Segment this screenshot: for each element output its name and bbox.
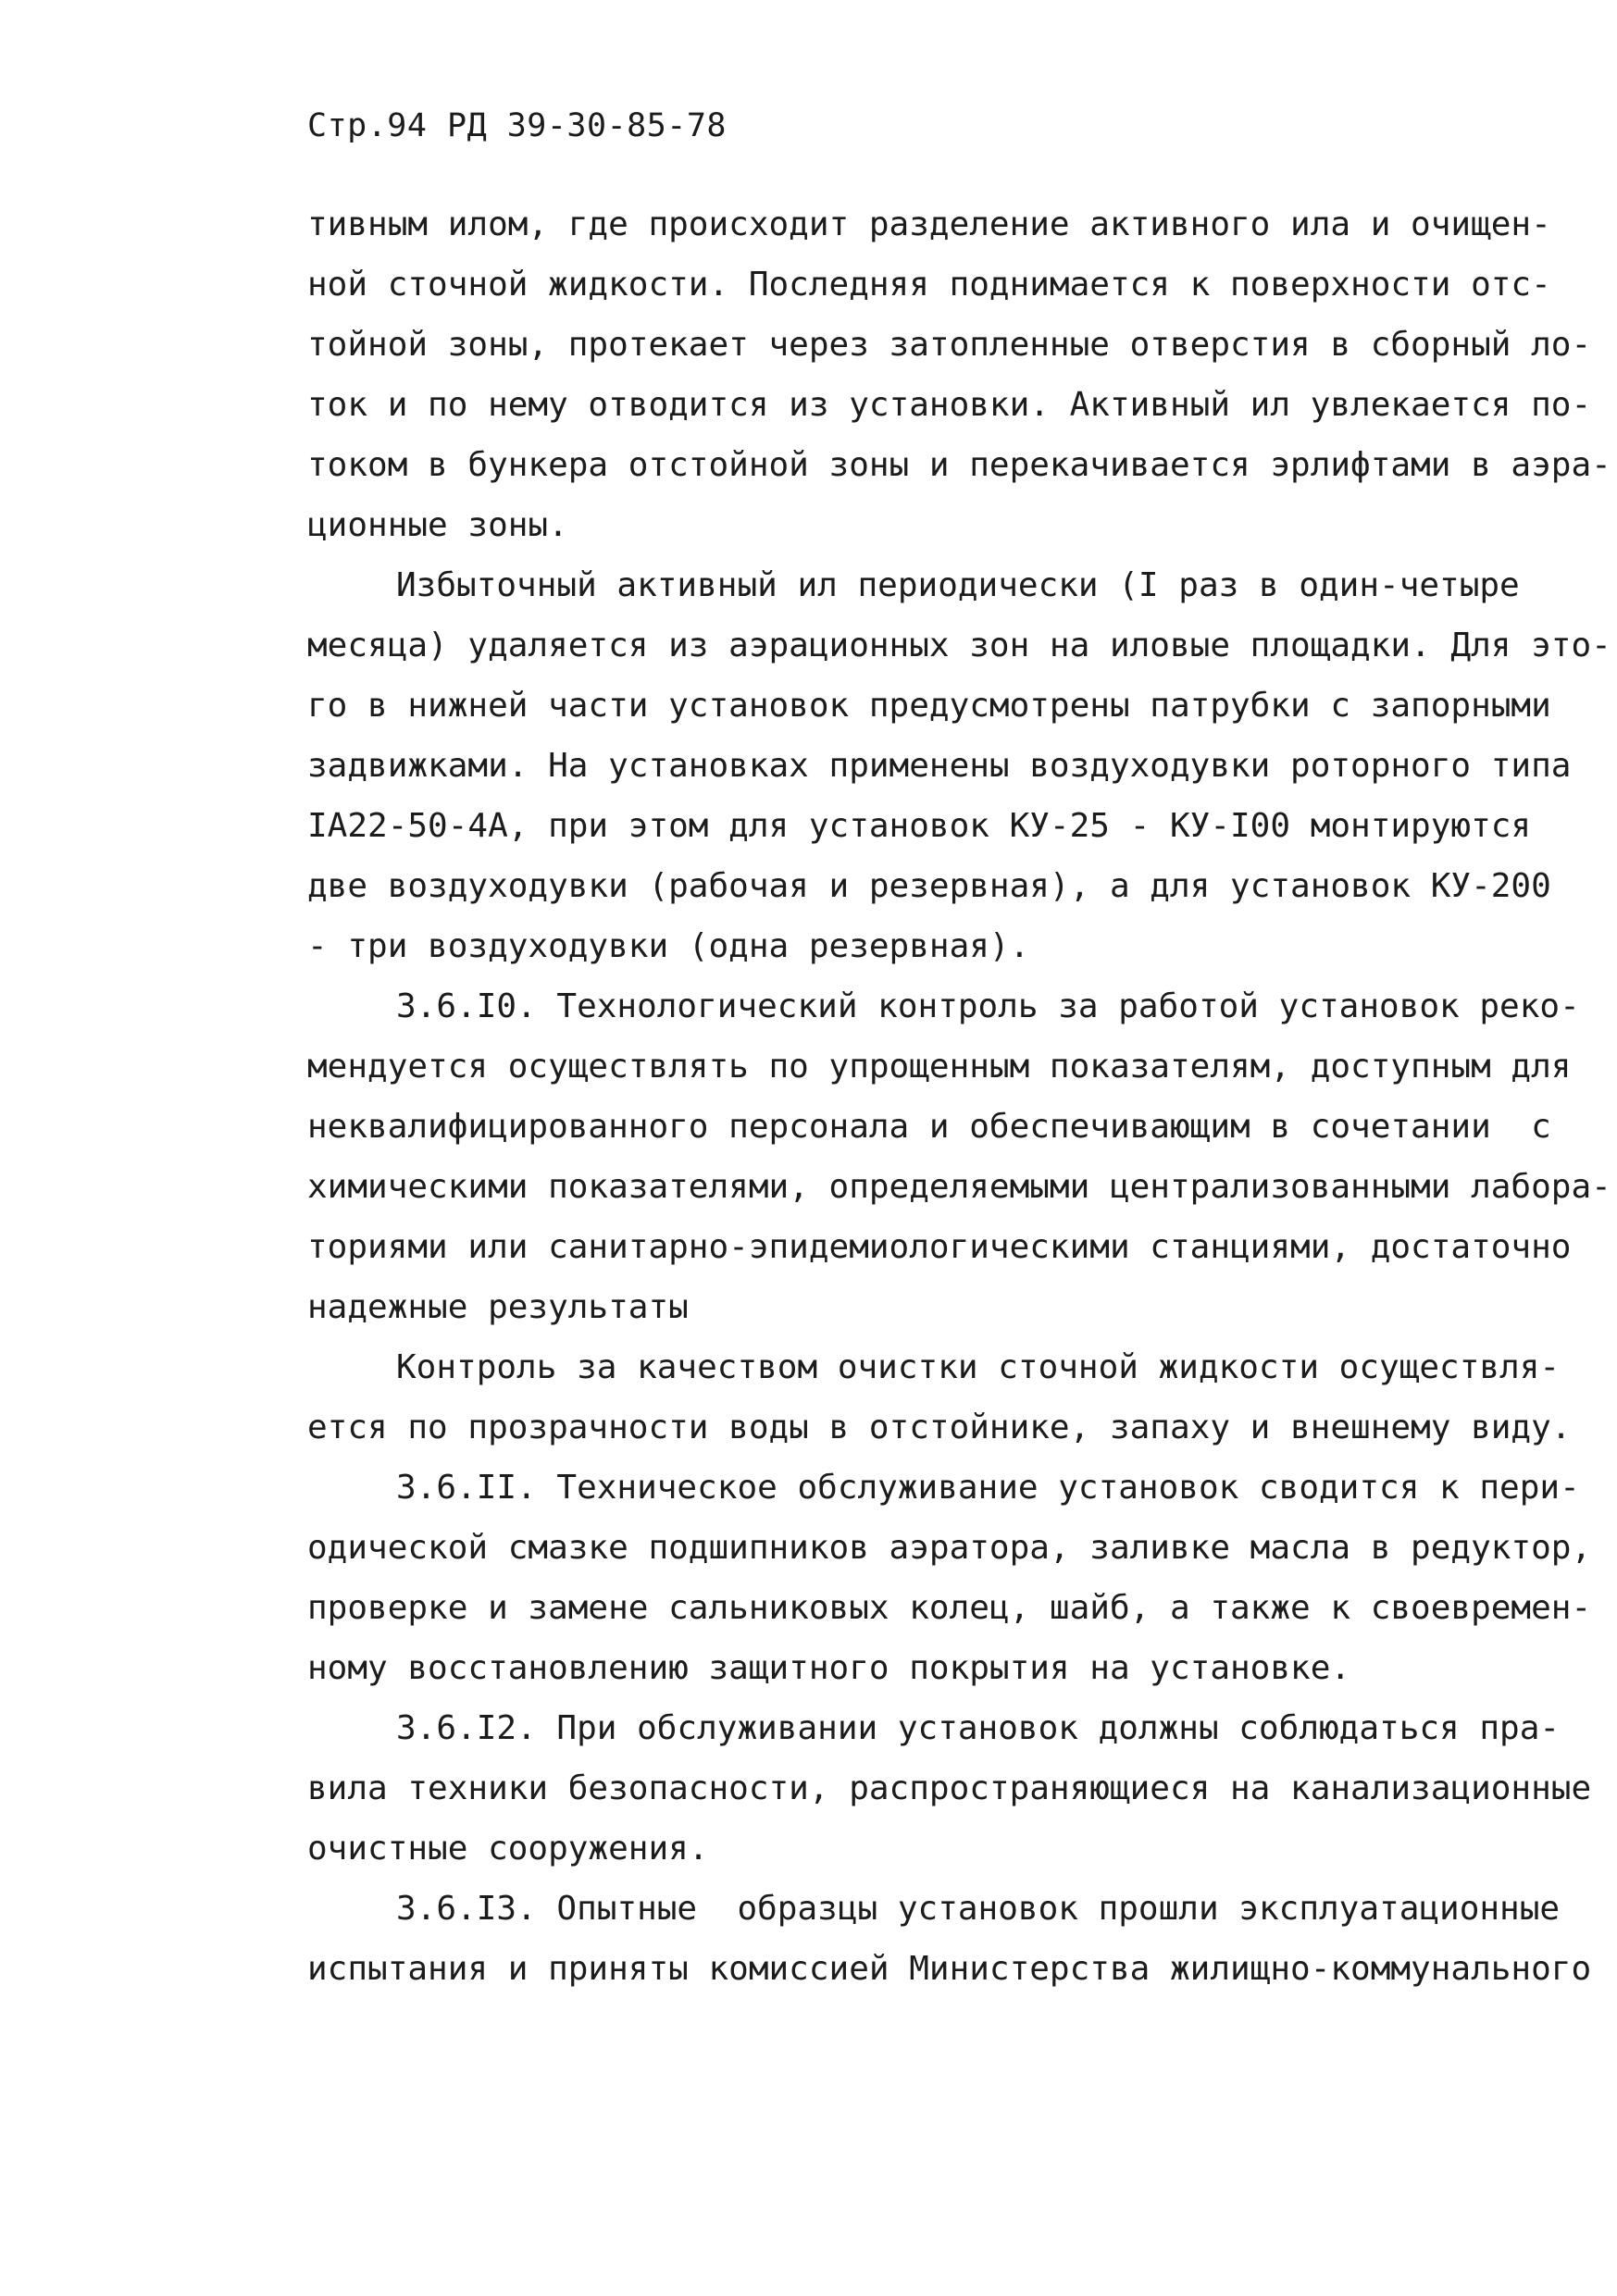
text-line: 3.6.II. Техническое обслуживание установок сводится к пери-	[396, 1469, 1580, 1507]
paragraph	[307, 1337, 1572, 1458]
text-line: 3.6.I0. Технологический контроль за работой установок реко-	[396, 987, 1580, 1025]
text-line: IA22-50-4A, при этом для установок КУ-25 - КУ-I00 монтируются	[307, 807, 1532, 845]
page-header: Стр.94 РД 39-30-85-78	[307, 107, 728, 144]
text-line: очистные сооружения.	[307, 1830, 709, 1868]
text-line: ториями или санитарно-эпидемиологическими станциями, достаточно	[307, 1228, 1572, 1266]
text-line: Избыточный активный ил периодически (I раз в один-четыре	[396, 566, 1520, 604]
paragraph	[307, 1698, 1592, 1879]
text-line: ной сточной жидкости. Последняя поднимается к поверхности отс-	[307, 266, 1551, 304]
text-line: ционные зоны.	[307, 506, 568, 544]
text-line: ток и по нему отводится из установки. Активный ил увлекается по-	[307, 386, 1592, 424]
text-line: месяца) удаляется из аэрационных зон на иловые площадки. Для это-	[307, 627, 1611, 664]
text-line: две воздуходувки (рабочая и резервная), а для установок КУ-200	[307, 867, 1551, 905]
text-line: тивным илом, где происходит разделение активного ила и очищен-	[307, 205, 1551, 243]
text-line: Контроль за качеством очистки сточной жидкости осуществля-	[396, 1348, 1561, 1386]
paragraph	[307, 1879, 1592, 1999]
text-line: мендуется осуществлять по упрощенным показателям, доступным для	[307, 1048, 1572, 1086]
text-line: надежные результаты	[307, 1288, 689, 1326]
text-line: го в нижней части установок предусмотрены патрубки с запорными	[307, 687, 1551, 725]
text-line: - три воздуходувки (одна резервная).	[307, 927, 1030, 965]
paragraph	[307, 555, 1611, 976]
text-line: задвижками. На установках применены воздуходувки роторного типа	[307, 747, 1572, 785]
text-line: 3.6.I3. Опытные образцы установок прошли эксплуатационные	[396, 1890, 1561, 1928]
text-line: ется по прозрачности воды в отстойнике, запаху и внешнему виду.	[307, 1409, 1572, 1446]
paragraph	[307, 976, 1611, 1337]
document-body	[307, 194, 1611, 1999]
text-line: вила техники безопасности, распространяющиеся на канализационные	[307, 1769, 1592, 1807]
text-line: тойной зоны, протекает через затопленные отверстия в сборный ло-	[307, 326, 1592, 364]
text-line: испытания и приняты комиссией Министерства жилищно-коммунального	[307, 1950, 1592, 1988]
text-line: одической смазке подшипников аэратора, заливке масла в редуктор,	[307, 1529, 1592, 1567]
paragraph	[307, 194, 1611, 555]
text-line: химическими показателями, определяемыми централизованными лабора-	[307, 1168, 1611, 1206]
paragraph	[307, 1458, 1592, 1698]
text-line: током в бункера отстойной зоны и перекачивается эрлифтами в аэра-	[307, 446, 1611, 484]
text-line: проверке и замене сальниковых колец, шайб, а также к своевремен-	[307, 1589, 1592, 1627]
text-line: ному восстановлению защитного покрытия на установке.	[307, 1649, 1351, 1687]
text-line: 3.6.I2. При обслуживании установок должны соблюдаться пра-	[396, 1709, 1561, 1747]
text-line: неквалифицированного персонала и обеспечивающим в сочетании с	[307, 1108, 1551, 1146]
